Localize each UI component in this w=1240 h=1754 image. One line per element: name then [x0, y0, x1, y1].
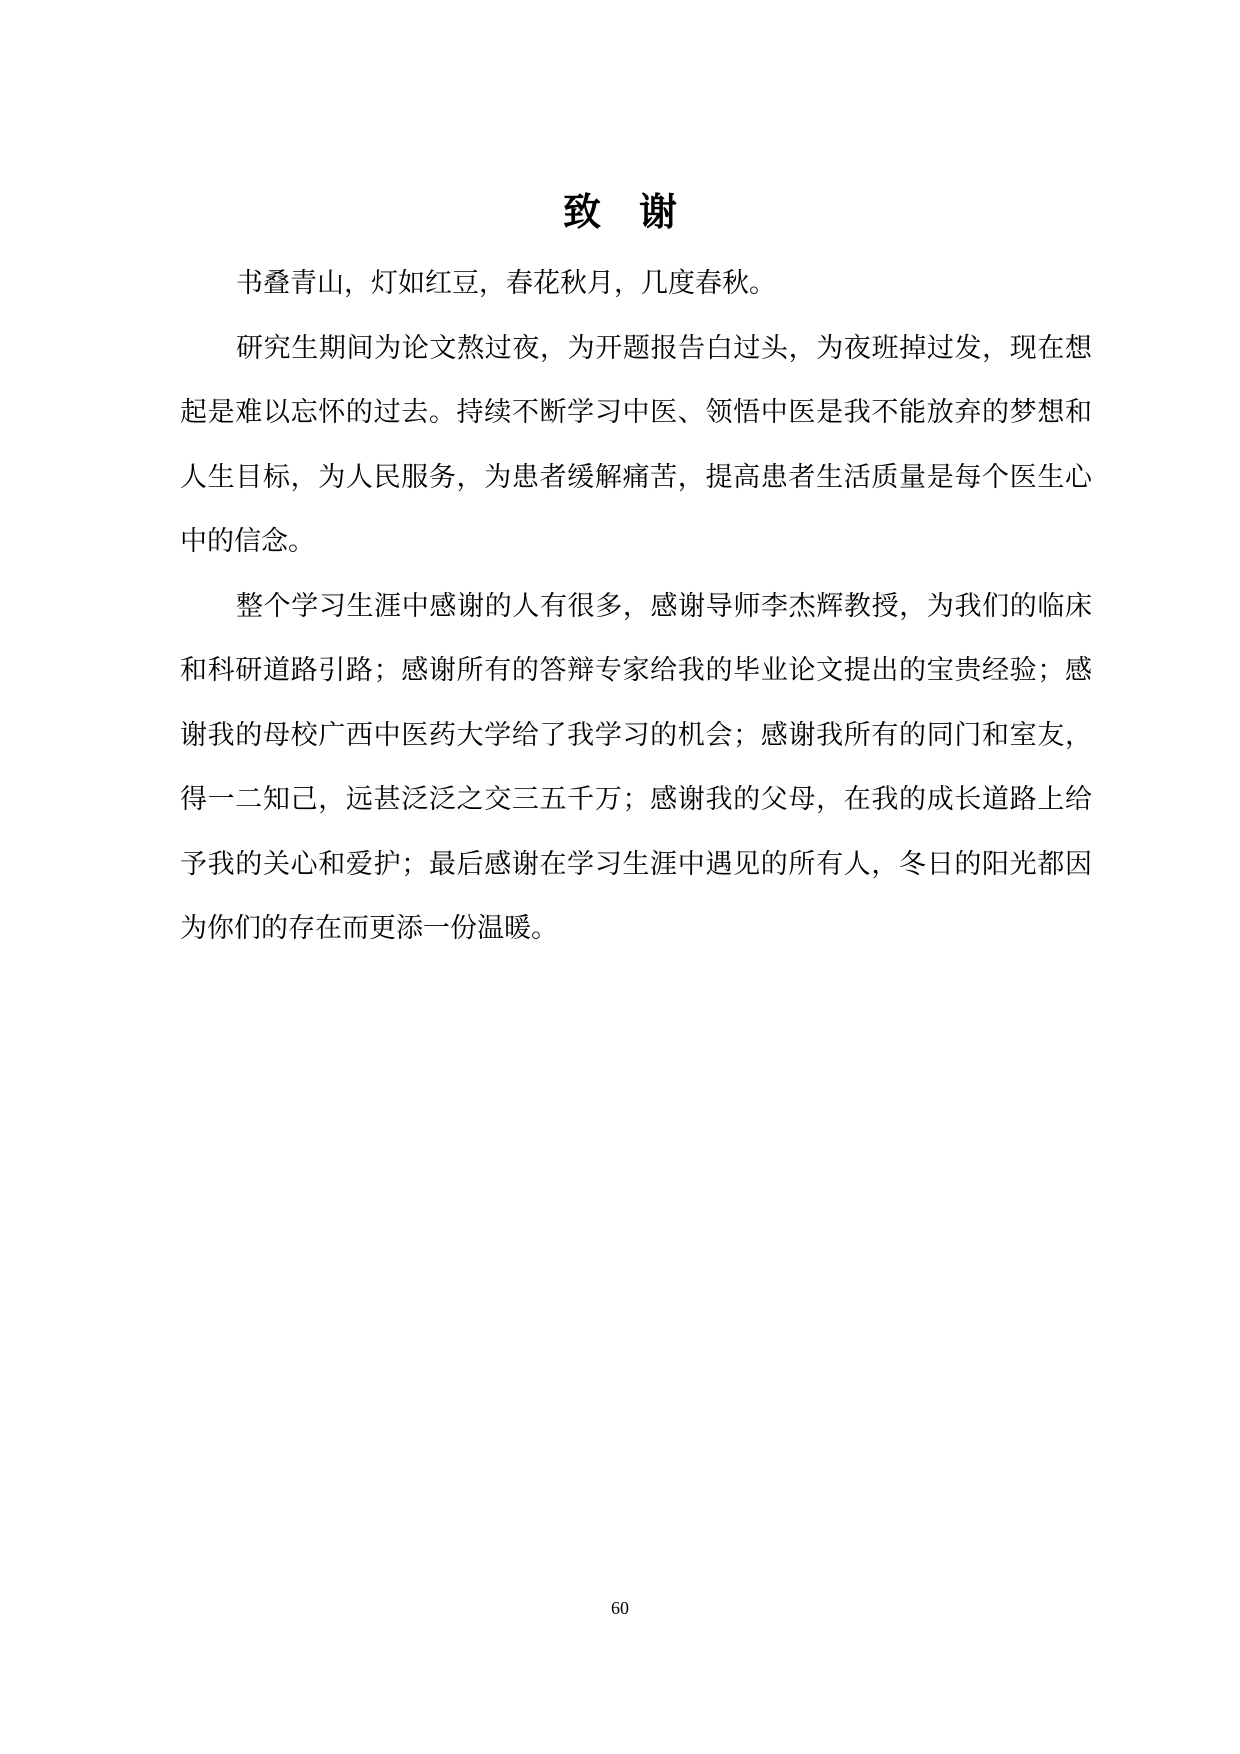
paragraph-3: 整个学习生涯中感谢的人有很多，感谢导师李杰辉教授，为我们的临床和科研道路引路；感谢所有的答辩专家给我的毕业论文提出的宝贵经验；感谢我的母校广西中医药大学给了我学习的机会；感谢我所有的同门和室友，得一二知己，远甚泛泛之交三五千万；感谢我的父母，在我的成长道路上给予我的关心和爱护；最后感谢在学习生涯中遇见的所有人，冬日的阳光都因为你们的存在而更添一份温暖。 — [180, 590, 1092, 944]
paragraph-2: 研究生期间为论文熬过夜，为开题报告白过头，为夜班掉过发，现在想起是难以忘怀的过去。持续不断学习中医、领悟中医是我不能放弃的梦想和人生目标，为人民服务，为患者缓解痛苦，提高患者生活质量是每个医生心中的信念。 — [180, 332, 1092, 557]
page-number: 60 — [611, 1598, 629, 1618]
page-title: 致谢 — [562, 190, 715, 234]
paragraph-1: 书叠青山，灯如红豆，春花秋月，几度春秋。 — [236, 268, 776, 299]
body-text — [180, 252, 1092, 962]
